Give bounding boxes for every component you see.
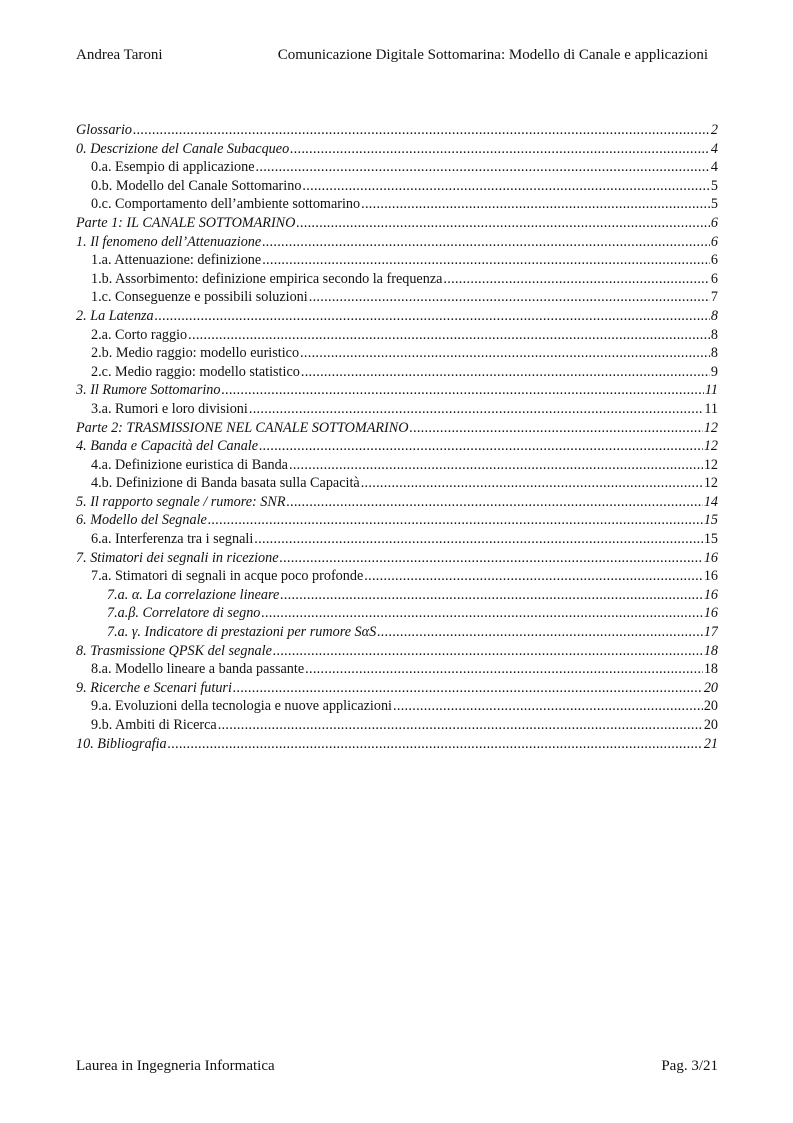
toc-dot-leader bbox=[233, 679, 703, 698]
toc-entry[interactable] bbox=[76, 121, 718, 140]
table-of-contents bbox=[76, 121, 718, 753]
toc-entry-title: Glossario bbox=[76, 122, 132, 138]
toc-entry-title: 2.b. Medio raggio: modello euristico bbox=[91, 345, 300, 362]
toc-dot-leader bbox=[222, 381, 704, 400]
footer-page-number: Pag. 3/21 bbox=[661, 1058, 718, 1074]
toc-entry[interactable] bbox=[76, 177, 718, 196]
toc-entry-page: 6 bbox=[710, 214, 718, 231]
toc-dot-leader bbox=[393, 697, 703, 716]
toc-entry[interactable] bbox=[76, 604, 718, 623]
toc-dot-leader bbox=[410, 419, 703, 438]
toc-dot-leader bbox=[280, 549, 703, 568]
toc-entry-title: 0. Descrizione del Canale Subacqueo bbox=[76, 140, 290, 157]
toc-entry-title: 0.a. Esempio di applicazione bbox=[91, 159, 255, 176]
toc-entry-page: 21 bbox=[703, 735, 718, 752]
toc-dot-leader bbox=[300, 344, 710, 363]
header-title: Comunicazione Digitale Sottomarina: Modello di Canale e applicazioni bbox=[277, 47, 708, 63]
toc-entry[interactable] bbox=[76, 586, 718, 605]
page-header bbox=[76, 47, 708, 67]
toc-entry-title: 2. La Latenza bbox=[76, 307, 154, 324]
toc-entry-page: 20 bbox=[703, 679, 718, 696]
toc-entry-page: 11 bbox=[704, 382, 718, 399]
toc-dot-leader bbox=[188, 326, 710, 345]
toc-entry-title: 0.b. Modello del Canale Sottomarino bbox=[91, 177, 302, 194]
toc-entry-title: 1.a. Attenuazione: definizione bbox=[91, 252, 262, 269]
toc-entry-page: 5 bbox=[710, 177, 718, 194]
toc-entry-title: 1.c. Conseguenze e possibili soluzioni bbox=[91, 289, 308, 306]
toc-entry[interactable] bbox=[76, 344, 718, 363]
toc-entry[interactable] bbox=[76, 530, 718, 549]
toc-entry-title: 4.a. Definizione euristica di Banda bbox=[91, 456, 288, 473]
toc-entry[interactable] bbox=[76, 288, 718, 307]
toc-dot-leader bbox=[249, 400, 703, 419]
toc-entry[interactable] bbox=[76, 493, 718, 512]
toc-entry-page: 6 bbox=[710, 252, 718, 269]
toc-dot-leader bbox=[256, 158, 710, 177]
toc-dot-leader bbox=[259, 437, 703, 456]
footer-course: Laurea in Ingegneria Informatica bbox=[76, 1058, 275, 1074]
toc-entry-page: 20 bbox=[703, 717, 718, 733]
toc-entry[interactable] bbox=[76, 363, 718, 382]
toc-entry-title: 8. Trasmissione QPSK del segnale bbox=[76, 642, 272, 659]
toc-entry-title: 1. Il fenomeno dell’Attenuazione bbox=[76, 233, 262, 250]
toc-entry-page: 5 bbox=[710, 196, 718, 213]
toc-dot-leader bbox=[133, 121, 710, 140]
toc-entry-title: 9.a. Evoluzioni della tecnologia e nuove applicazioni bbox=[91, 698, 392, 715]
toc-dot-leader bbox=[218, 716, 703, 735]
toc-entry[interactable] bbox=[76, 270, 718, 289]
toc-dot-leader bbox=[296, 214, 710, 233]
toc-entry-page: 12 bbox=[703, 456, 718, 473]
toc-entry-page: 16 bbox=[703, 568, 718, 585]
toc-dot-leader bbox=[155, 307, 710, 326]
toc-entry[interactable] bbox=[76, 623, 718, 642]
toc-entry-title: 7.a. Stimatori di segnali in acque poco profonde bbox=[91, 568, 364, 585]
toc-entry-page: 18 bbox=[703, 661, 718, 678]
toc-entry-page: 7 bbox=[710, 289, 718, 306]
toc-entry-page: 8 bbox=[710, 345, 718, 362]
toc-entry[interactable] bbox=[76, 437, 718, 456]
toc-dot-leader bbox=[289, 456, 703, 475]
toc-entry-title: 10. Bibliografia bbox=[76, 735, 167, 752]
toc-entry-title: 7.a. γ. Indicatore di prestazioni per rumore SαS bbox=[107, 624, 377, 641]
toc-entry[interactable] bbox=[76, 326, 718, 345]
toc-entry-page: 15 bbox=[703, 531, 718, 548]
toc-entry-page: 16 bbox=[703, 549, 718, 566]
toc-entry-title: Parte 2: TRASMISSIONE NEL CANALE SOTTOMARINO bbox=[76, 419, 409, 436]
toc-entry-title: 3.a. Rumori e loro divisioni bbox=[91, 400, 248, 417]
toc-entry[interactable] bbox=[76, 567, 718, 586]
toc-entry[interactable] bbox=[76, 716, 718, 735]
toc-entry-page: 16 bbox=[703, 586, 718, 603]
toc-entry-page: 14 bbox=[703, 493, 718, 510]
toc-entry-page: 6 bbox=[710, 270, 718, 287]
toc-entry-title: 5. Il rapporto segnale / rumore: SNR bbox=[76, 493, 286, 510]
toc-entry[interactable] bbox=[76, 474, 718, 493]
toc-entry[interactable] bbox=[76, 400, 718, 419]
header-author: Andrea Taroni bbox=[76, 47, 163, 63]
page-footer bbox=[76, 1058, 718, 1078]
toc-entry-page: 15 bbox=[703, 512, 718, 529]
toc-dot-leader bbox=[261, 604, 702, 623]
toc-entry-title: 8.a. Modello lineare a banda passante bbox=[91, 661, 305, 678]
toc-entry-page: 8 bbox=[710, 307, 718, 324]
toc-entry[interactable] bbox=[76, 735, 718, 754]
toc-dot-leader bbox=[287, 493, 703, 512]
toc-entry[interactable] bbox=[76, 511, 718, 530]
toc-entry-page: 2 bbox=[710, 122, 718, 138]
toc-dot-leader bbox=[208, 511, 703, 530]
toc-entry-page: 12 bbox=[703, 419, 718, 436]
toc-entry[interactable] bbox=[76, 307, 718, 326]
toc-entry[interactable] bbox=[76, 140, 718, 159]
toc-entry-title: 4. Banda e Capacità del Canale bbox=[76, 438, 259, 455]
toc-dot-leader bbox=[254, 530, 703, 549]
toc-dot-leader bbox=[168, 735, 703, 754]
toc-dot-leader bbox=[443, 270, 709, 289]
toc-dot-leader bbox=[309, 288, 710, 307]
toc-entry-page: 20 bbox=[703, 698, 718, 715]
toc-entry-page: 6 bbox=[710, 233, 718, 250]
toc-entry-page: 12 bbox=[703, 475, 718, 492]
toc-entry[interactable] bbox=[76, 660, 718, 679]
toc-entry[interactable] bbox=[76, 381, 718, 400]
toc-entry-title: 9. Ricerche e Scenari futuri bbox=[76, 679, 232, 696]
toc-entry-title: 2.c. Medio raggio: modello statistico bbox=[91, 363, 300, 380]
toc-entry-title: 4.b. Definizione di Banda basata sulla Capacità bbox=[91, 475, 360, 492]
toc-dot-leader bbox=[364, 567, 703, 586]
toc-entry-title: 0.c. Comportamento dell’ambiente sottomarino bbox=[91, 196, 361, 213]
toc-entry[interactable] bbox=[76, 697, 718, 716]
toc-dot-leader bbox=[273, 642, 703, 661]
toc-entry-title: 9.b. Ambiti di Ricerca bbox=[91, 717, 217, 733]
toc-entry[interactable] bbox=[76, 214, 718, 233]
toc-entry-page: 17 bbox=[703, 624, 718, 641]
toc-entry-page: 4 bbox=[710, 159, 718, 176]
toc-entry-title: 2.a. Corto raggio bbox=[91, 326, 188, 343]
toc-entry-page: 9 bbox=[710, 363, 718, 380]
toc-entry[interactable] bbox=[76, 233, 718, 252]
toc-entry-page: 12 bbox=[703, 438, 718, 455]
toc-entry[interactable] bbox=[76, 456, 718, 475]
toc-entry-title: 6. Modello del Segnale bbox=[76, 512, 207, 529]
toc-dot-leader bbox=[377, 623, 703, 642]
toc-entry-title: Parte 1: IL CANALE SOTTOMARINO bbox=[76, 214, 296, 231]
toc-entry-title: 3. Il Rumore Sottomarino bbox=[76, 382, 221, 399]
toc-dot-leader bbox=[361, 195, 710, 214]
toc-entry[interactable] bbox=[76, 251, 718, 270]
toc-entry[interactable] bbox=[76, 679, 718, 698]
toc-entry[interactable] bbox=[76, 195, 718, 214]
toc-entry-title: 7. Stimatori dei segnali in ricezione bbox=[76, 549, 279, 566]
toc-entry-page: 11 bbox=[704, 400, 718, 417]
toc-entry-page: 16 bbox=[703, 605, 718, 622]
toc-entry[interactable] bbox=[76, 549, 718, 568]
toc-entry-page: 8 bbox=[710, 326, 718, 343]
toc-entry-title: 7.a.β. Correlatore di segno bbox=[107, 605, 261, 622]
toc-dot-leader bbox=[280, 586, 703, 605]
toc-entry-title: 1.b. Assorbimento: definizione empirica secondo la frequenza bbox=[91, 270, 443, 287]
toc-dot-leader bbox=[262, 233, 710, 252]
toc-entry-page: 18 bbox=[703, 642, 718, 659]
toc-dot-leader bbox=[262, 251, 710, 270]
toc-entry-title: 6.a. Interferenza tra i segnali bbox=[91, 531, 254, 548]
toc-dot-leader bbox=[290, 140, 710, 159]
toc-entry-page: 4 bbox=[710, 140, 718, 157]
toc-dot-leader bbox=[301, 363, 710, 382]
toc-dot-leader bbox=[361, 474, 703, 493]
toc-dot-leader bbox=[305, 660, 703, 679]
toc-dot-leader bbox=[302, 177, 709, 196]
toc-entry[interactable] bbox=[76, 158, 718, 177]
toc-entry-title: 7.a. α. La correlazione lineare bbox=[107, 586, 280, 603]
toc-entry[interactable] bbox=[76, 642, 718, 661]
toc-entry[interactable] bbox=[76, 419, 718, 438]
